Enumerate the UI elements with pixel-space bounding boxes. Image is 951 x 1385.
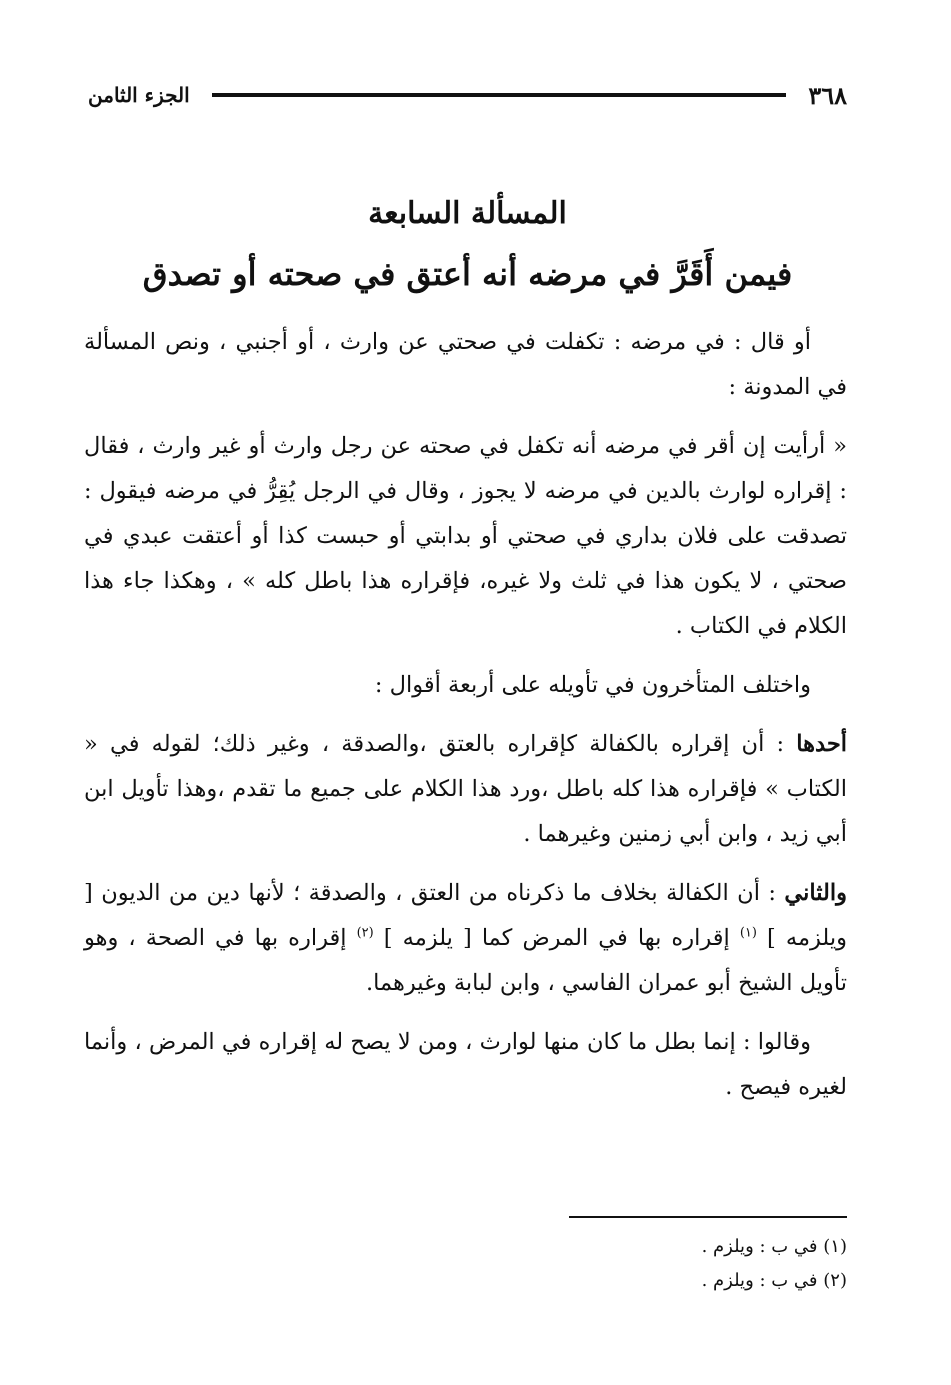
paragraph-6: وقالوا : إنما بطل ما كان منها لوارث ، ومن لا يصح له إقراره في المرض ، وأنما لغيره فيصح . <box>84 1029 847 1100</box>
paragraph-5-lead: والثاني <box>784 880 847 906</box>
footnote-ref-2: (٢) <box>356 925 374 941</box>
paragraph-5-text-b: إقراره بها في المرض كما [ يلزمه ] <box>373 925 740 951</box>
body-text <box>84 320 847 1124</box>
paragraph-5 <box>84 871 847 1006</box>
footnote-rule <box>569 1216 847 1218</box>
paragraph-5-text-a: : أن الكفالة بخلاف ما ذكرناه من العتق ، والصدقة ؛ لأنها دين من الديون [ ويلزمه ] <box>84 880 847 951</box>
footnote-1: (١) في ب : ويلزم . <box>701 1236 847 1257</box>
paragraph-2-quote: « أرأيت إن أقر في مرضه أنه تكفل في صحته عن رجل وارث أو غير وارث ، فقال : إقراره لوارث بالدين في مرضه لا يجوز ، وقال في الرجل يُقِرُّ في مرضه فيقول : تصدقت على فلان بداري في صحتي أو بدابتي أو حبست كذا أو أعتقت عبدي في صحتي ، لا يكون هذا في ثلث ولا غيره، فإقراره هذا باطل كله » ، وهكذا جاء هذا الكلام في الكتاب . <box>84 433 847 639</box>
paragraph-4-lead: أحدها <box>796 731 847 757</box>
footnote-ref-1: (١) <box>739 925 757 941</box>
paragraph-5-text-c: إقراره بها في الصحة ، وهو تأويل الشيخ أبو عمران الفاسي ، وابن لبابة وغيرهما. <box>84 925 847 996</box>
running-title: الجزء الثامن <box>88 83 190 107</box>
header-rule <box>212 93 787 97</box>
footnotes <box>400 1230 847 1298</box>
section-subtitle: فيمن أَقَرَّ في مرضه أنه أعتق في صحته أو تصدق <box>142 255 793 293</box>
paragraph-4 <box>84 722 847 857</box>
footnote-2: (٢) في ب : ويلزم . <box>701 1270 847 1291</box>
paragraph-4-text: : أن إقراره بالكفالة كإقراره بالعتق ،والصدقة ، وغير ذلك؛ لقوله في « الكتاب » فإقراره هذا كله باطل ،ورد هذا الكلام على جميع ما تقدم ،وهذا تأويل ابن أبي زيد ، وابن أبي زمنين وغيرهما . <box>84 731 847 847</box>
section-title: المسألة السابعة <box>368 196 567 231</box>
paragraph-3: واختلف المتأخرون في تأويله على أربعة أقوال : <box>374 672 811 698</box>
paragraph-1: أو قال : في مرضه : تكفلت في صحتي عن وارث ، أو أجنبي ، ونص المسألة في المدونة : <box>84 329 847 400</box>
running-header <box>88 78 847 112</box>
page-number: ٣٦٨ <box>808 80 847 110</box>
